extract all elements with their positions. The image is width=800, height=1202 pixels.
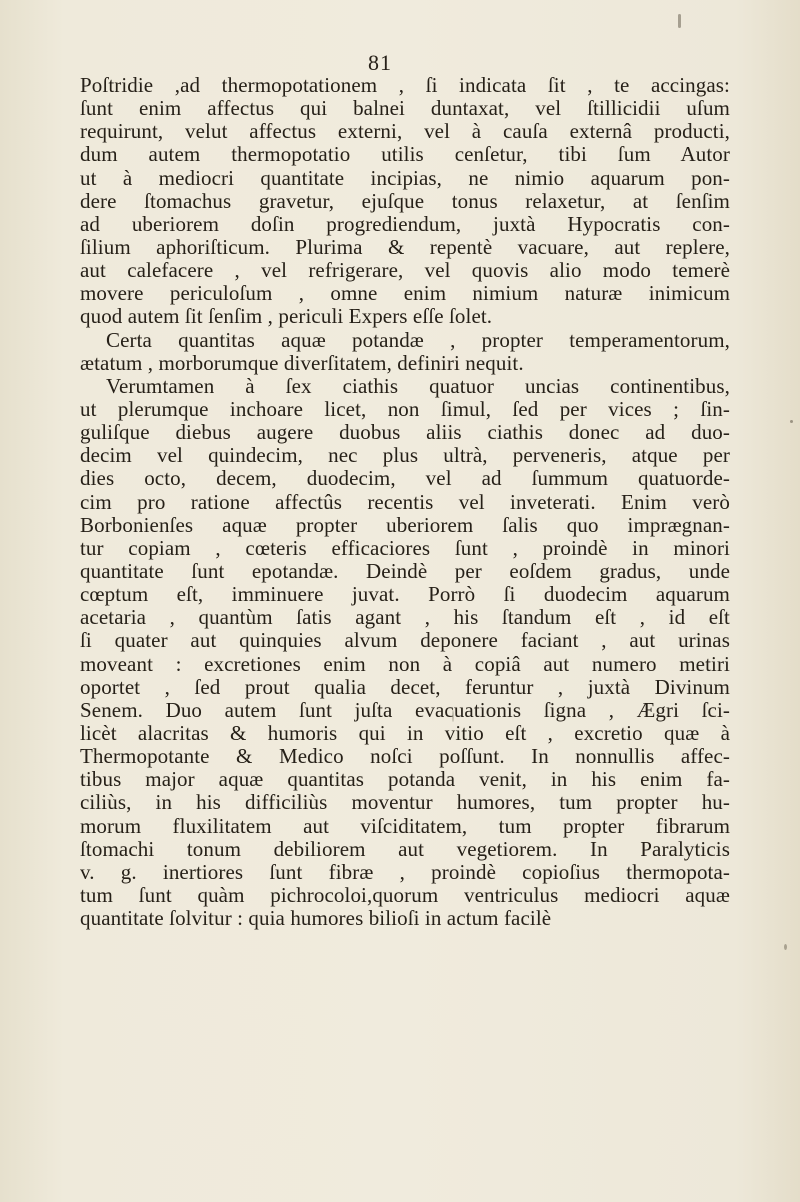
page-number: 81: [368, 50, 392, 75]
paper-speck: [678, 14, 681, 28]
text-line: quantitate ſolvitur : quia humores bilioſi in actum facilè: [80, 906, 552, 931]
text-line: Borbonienſes aquæ propter uberiorem ſalis quo imprægnan-: [80, 512, 730, 537]
text-line: tibus major aquæ quantitas potanda venit, in his enim fa-: [80, 767, 730, 792]
text-line: dies octo, decem, duodecim, vel ad ſummum quatuorde-: [80, 466, 730, 491]
text-line: aut calefacere , vel refrigerare, vel quovis alio modo temerè: [80, 258, 730, 283]
text-line: moveant : excretiones enim non à copiâ aut numero metiri: [80, 651, 730, 676]
text-line: ciliùs, in his difficiliùs moventur humores, tum propter hu-: [80, 790, 730, 815]
text-line: dum autem thermopotatio utilis cenſetur, tibi ſum Autor: [80, 142, 730, 167]
paper-speck: [790, 420, 793, 423]
text-line: ut à mediocri quantitate incipias, ne nimio aquarum pon-: [80, 165, 730, 190]
text-line: ſtomachi tonum debiliorem aut vegetiorem. In Paralyticis: [80, 836, 730, 861]
text-line: guliſque diebus augere duobus aliis ciathis donec ad duo-: [80, 420, 730, 445]
text-line: acetaria , quantùm ſatis agant , his ſtandum eſt , id eſt: [80, 605, 730, 630]
paper-speck: [784, 944, 787, 950]
text-line: licèt alacritas & humoris qui in vitio eſt , excretio quæ à: [80, 720, 730, 745]
text-line: decim vel quindecim, nec plus ultrà, perveneris, atque per: [80, 443, 730, 468]
text-line: requirunt, velut affectus externi, vel à cauſa externâ producti,: [80, 119, 730, 144]
text-line: ut plerumque inchoare licet, non ſimul, ſed per vices ; ſin-: [80, 396, 730, 421]
text-line: v. g. inertiores ſunt fibræ , proindè copioſius thermopota-: [80, 859, 730, 884]
text-line: Verumtamen à ſex ciathis quatuor uncias continentibus,: [106, 373, 730, 398]
text-line: quantitate ſunt epotandæ. Deindè per eoſdem gradus, unde: [80, 558, 730, 583]
text-line: quod autem ſit ſenſim , periculi Expers eſſe ſolet.: [80, 304, 493, 329]
text-line: ſunt enim affectus qui balnei duntaxat, vel ſtillicidii uſum: [80, 96, 730, 121]
text-line: movere periculoſum , omne enim nimium naturæ inimicum: [80, 281, 730, 306]
text-line: Senem. Duo autem ſunt juſta evacuationis ſigna , Ægri ſci-: [80, 697, 730, 722]
text-line: ad uberiorem doſin progrediendum, juxtà Hypocratis con-: [80, 211, 730, 236]
text-line: dere ſtomachus gravetur, ejuſque tonus relaxetur, at ſenſim: [80, 188, 730, 213]
body-text: [80, 74, 730, 930]
text-line: cœptum eſt, imminuere juvat. Porrò ſi duodecim aquarum: [80, 582, 730, 607]
text-line: Thermopotante & Medico noſci poſſunt. In nonnullis affec-: [80, 744, 730, 769]
text-line: oportet , ſed prout qualia decet, feruntur , juxtà Divinum: [80, 674, 730, 699]
text-line: cim pro ratione affectûs recentis vel inveterati. Enim verò: [80, 489, 730, 514]
paper-speck: [452, 710, 454, 722]
text-line: ſilium aphoriſticum. Plurima & repentè vacuare, aut replere,: [80, 234, 730, 259]
text-line: Certa quantitas aquæ potandæ , propter temperamentorum,: [106, 327, 730, 352]
text-line: ſi quater aut quinquies alvum deponere faciant , aut urinas: [80, 628, 730, 653]
text-line: ætatum , morborumque diverſitatem, definiri nequit.: [80, 350, 524, 375]
text-line: tur copiam , cœteris efficaciores ſunt , proindè in minori: [80, 535, 730, 560]
text-line: Poſtridie ,ad thermopotationem , ſi indicata ſit , te accingas:: [80, 73, 730, 97]
text-line: morum fluxilitatem aut viſciditatem, tum propter fibrarum: [80, 813, 730, 838]
text-line: tum ſunt quàm pichrocoloi,quorum ventriculus mediocri aquæ: [80, 882, 730, 907]
